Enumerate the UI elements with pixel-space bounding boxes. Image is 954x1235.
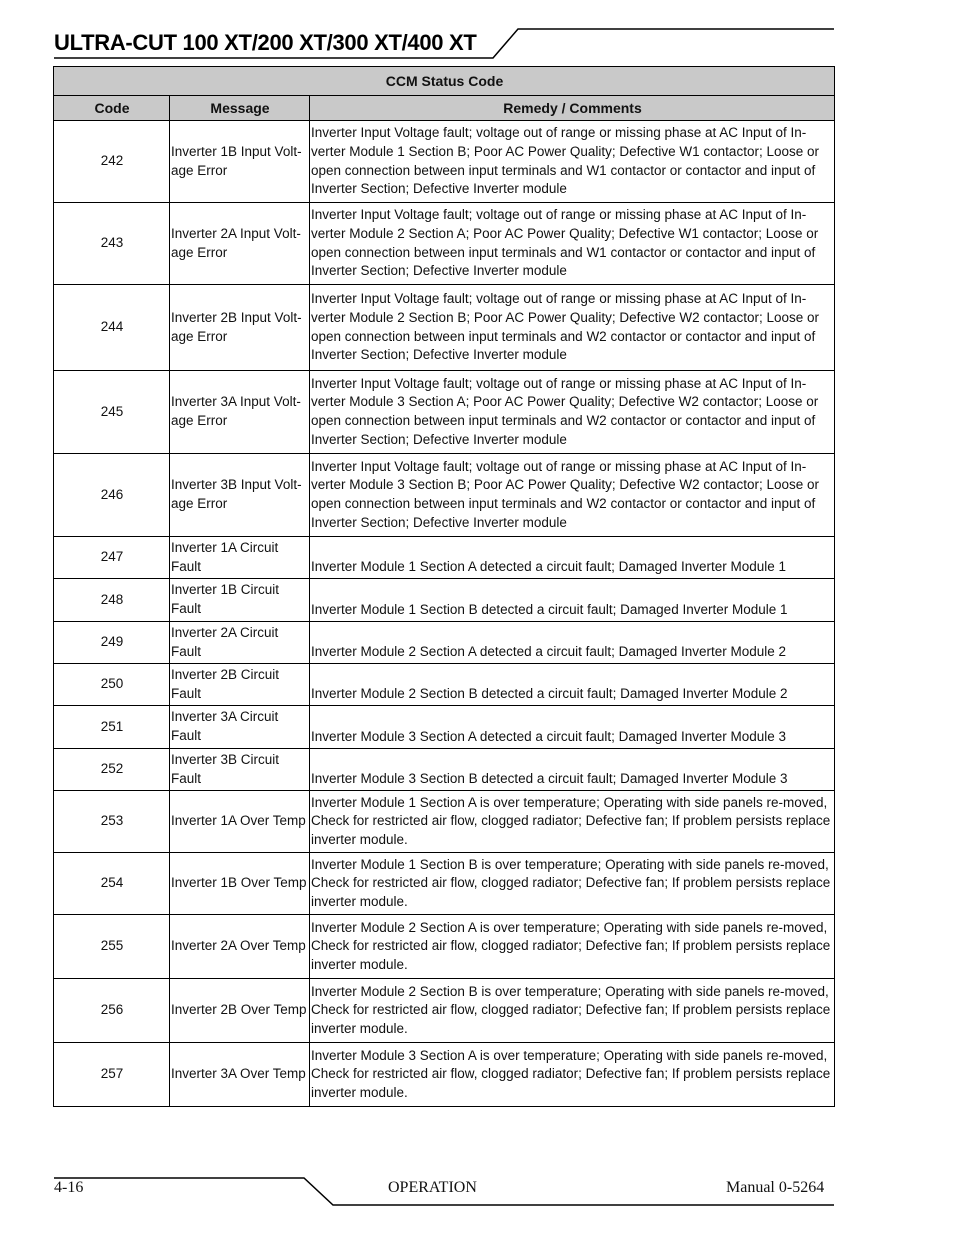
code-cell: 250 bbox=[54, 664, 170, 706]
code-cell: 247 bbox=[54, 537, 170, 579]
remedy-cell: Inverter Module 3 Section B detected a circuit fault; Damaged Inverter Module 3 bbox=[310, 749, 835, 791]
code-cell: 244 bbox=[54, 285, 170, 371]
remedy-cell: Inverter Module 1 Section A detected a circuit fault; Damaged Inverter Module 1 bbox=[310, 537, 835, 579]
message-cell: Inverter 1B Over Temp bbox=[170, 853, 310, 915]
message-cell: Inverter 1A Circuit Fault bbox=[170, 537, 310, 579]
message-cell: Inverter 3A Input Volt-age Error bbox=[170, 371, 310, 454]
remedy-cell: Inverter Input Voltage fault; voltage out of range or missing phase at AC Input of In-verter Module 2 Section B; Poor AC Power Quality; Defective W2 contactor; Loose or open connection between input terminals and W2 contactor or contactor and input of Inverter Section; Defective Inverter module bbox=[310, 285, 835, 371]
table-row bbox=[54, 579, 835, 622]
message-cell: Inverter 3B Circuit Fault bbox=[170, 749, 310, 791]
table-row bbox=[54, 915, 835, 979]
code-cell: 253 bbox=[54, 791, 170, 853]
code-cell: 248 bbox=[54, 579, 170, 622]
column-header-code: Code bbox=[54, 96, 170, 121]
table-row bbox=[54, 664, 835, 706]
remedy-cell: Inverter Module 2 Section A detected a circuit fault; Damaged Inverter Module 2 bbox=[310, 622, 835, 664]
table-row bbox=[54, 537, 835, 579]
column-header-message: Message bbox=[170, 96, 310, 121]
column-header-remedy: Remedy / Comments bbox=[310, 96, 835, 121]
remedy-cell: Inverter Module 2 Section B is over temperature; Operating with side panels re-moved, Check for restricted air flow, clogged radiator; Defective fan; If problem persists replace inverter module. bbox=[310, 979, 835, 1043]
table-row bbox=[54, 622, 835, 664]
page-title: ULTRA-CUT 100 XT/200 XT/300 XT/400 XT bbox=[54, 30, 477, 55]
table-row bbox=[54, 791, 835, 853]
code-cell: 249 bbox=[54, 622, 170, 664]
table-row bbox=[54, 979, 835, 1043]
ccm-status-code-table bbox=[53, 66, 835, 1107]
remedy-cell: Inverter Module 2 Section B detected a circuit fault; Damaged Inverter Module 2 bbox=[310, 664, 835, 706]
message-cell: Inverter 3A Circuit Fault bbox=[170, 706, 310, 749]
code-cell: 242 bbox=[54, 121, 170, 203]
table-row bbox=[54, 454, 835, 537]
code-cell: 243 bbox=[54, 203, 170, 285]
table-row bbox=[54, 706, 835, 749]
message-cell: Inverter 2A Over Temp bbox=[170, 915, 310, 979]
code-cell: 245 bbox=[54, 371, 170, 454]
message-cell: Inverter 1B Circuit Fault bbox=[170, 579, 310, 622]
remedy-cell: Inverter Input Voltage fault; voltage out of range or missing phase at AC Input of In-verter Module 3 Section A; Poor AC Power Quality; Defective W2 contactor; Loose or open connection between input terminals and W2 contactor or contactor and input of Inverter Section; Defective Inverter module bbox=[310, 371, 835, 454]
footer-section: OPERATION bbox=[388, 1179, 477, 1196]
footer-page-number: 4-16 bbox=[54, 1179, 84, 1196]
remedy-cell: Inverter Module 1 Section A is over temperature; Operating with side panels re-moved, Check for restricted air flow, clogged radiator; Defective fan; If problem persists replace inverter module. bbox=[310, 791, 835, 853]
table-row bbox=[54, 203, 835, 285]
remedy-cell: Inverter Module 1 Section B detected a circuit fault; Damaged Inverter Module 1 bbox=[310, 579, 835, 622]
code-cell: 257 bbox=[54, 1043, 170, 1107]
remedy-cell: Inverter Module 3 Section A is over temperature; Operating with side panels re-moved, Check for restricted air flow, clogged radiator; Defective fan; If problem persists replace inverter module. bbox=[310, 1043, 835, 1107]
table-row bbox=[54, 285, 835, 371]
message-cell: Inverter 2A Circuit Fault bbox=[170, 622, 310, 664]
message-cell: Inverter 3B Input Volt-age Error bbox=[170, 454, 310, 537]
table-row bbox=[54, 121, 835, 203]
remedy-cell: Inverter Input Voltage fault; voltage out of range or missing phase at AC Input of In-verter Module 3 Section B; Poor AC Power Quality; Defective W2 contactor; Loose or open connection between input terminals and W2 contactor or contactor and input of Inverter Section; Defective Inverter module bbox=[310, 454, 835, 537]
remedy-cell: Inverter Module 3 Section A detected a circuit fault; Damaged Inverter Module 3 bbox=[310, 706, 835, 749]
code-cell: 255 bbox=[54, 915, 170, 979]
message-cell: Inverter 3A Over Temp bbox=[170, 1043, 310, 1107]
remedy-cell: Inverter Module 2 Section A is over temperature; Operating with side panels re-moved, Check for restricted air flow, clogged radiator; Defective fan; If problem persists replace inverter module. bbox=[310, 915, 835, 979]
table-caption: CCM Status Code bbox=[54, 67, 835, 96]
message-cell: Inverter 1B Input Volt-age Error bbox=[170, 121, 310, 203]
table-row bbox=[54, 749, 835, 791]
code-cell: 254 bbox=[54, 853, 170, 915]
remedy-cell: Inverter Module 1 Section B is over temperature; Operating with side panels re-moved, Check for restricted air flow, clogged radiator; Defective fan; If problem persists replace inverter module. bbox=[310, 853, 835, 915]
message-cell: Inverter 2B Over Temp bbox=[170, 979, 310, 1043]
code-cell: 246 bbox=[54, 454, 170, 537]
remedy-cell: Inverter Input Voltage fault; voltage out of range or missing phase at AC Input of In-verter Module 1 Section B; Poor AC Power Quality; Defective W1 contactor; Loose or open connection between input terminals and W1 contactor or contactor and input of Inverter Section; Defective Inverter module bbox=[310, 121, 835, 203]
message-cell: Inverter 2B Input Volt-age Error bbox=[170, 285, 310, 371]
message-cell: Inverter 1A Over Temp bbox=[170, 791, 310, 853]
code-cell: 252 bbox=[54, 749, 170, 791]
message-cell: Inverter 2B Circuit Fault bbox=[170, 664, 310, 706]
message-cell: Inverter 2A Input Volt-age Error bbox=[170, 203, 310, 285]
remedy-cell: Inverter Input Voltage fault; voltage out of range or missing phase at AC Input of In-verter Module 2 Section A; Poor AC Power Quality; Defective W1 contactor; Loose or open connection between input terminals and W1 contactor or contactor and input of Inverter Section; Defective Inverter module bbox=[310, 203, 835, 285]
table-row bbox=[54, 1043, 835, 1107]
code-cell: 256 bbox=[54, 979, 170, 1043]
table-row bbox=[54, 853, 835, 915]
footer-manual-number: Manual 0-5264 bbox=[726, 1179, 825, 1196]
table-row bbox=[54, 371, 835, 454]
code-cell: 251 bbox=[54, 706, 170, 749]
